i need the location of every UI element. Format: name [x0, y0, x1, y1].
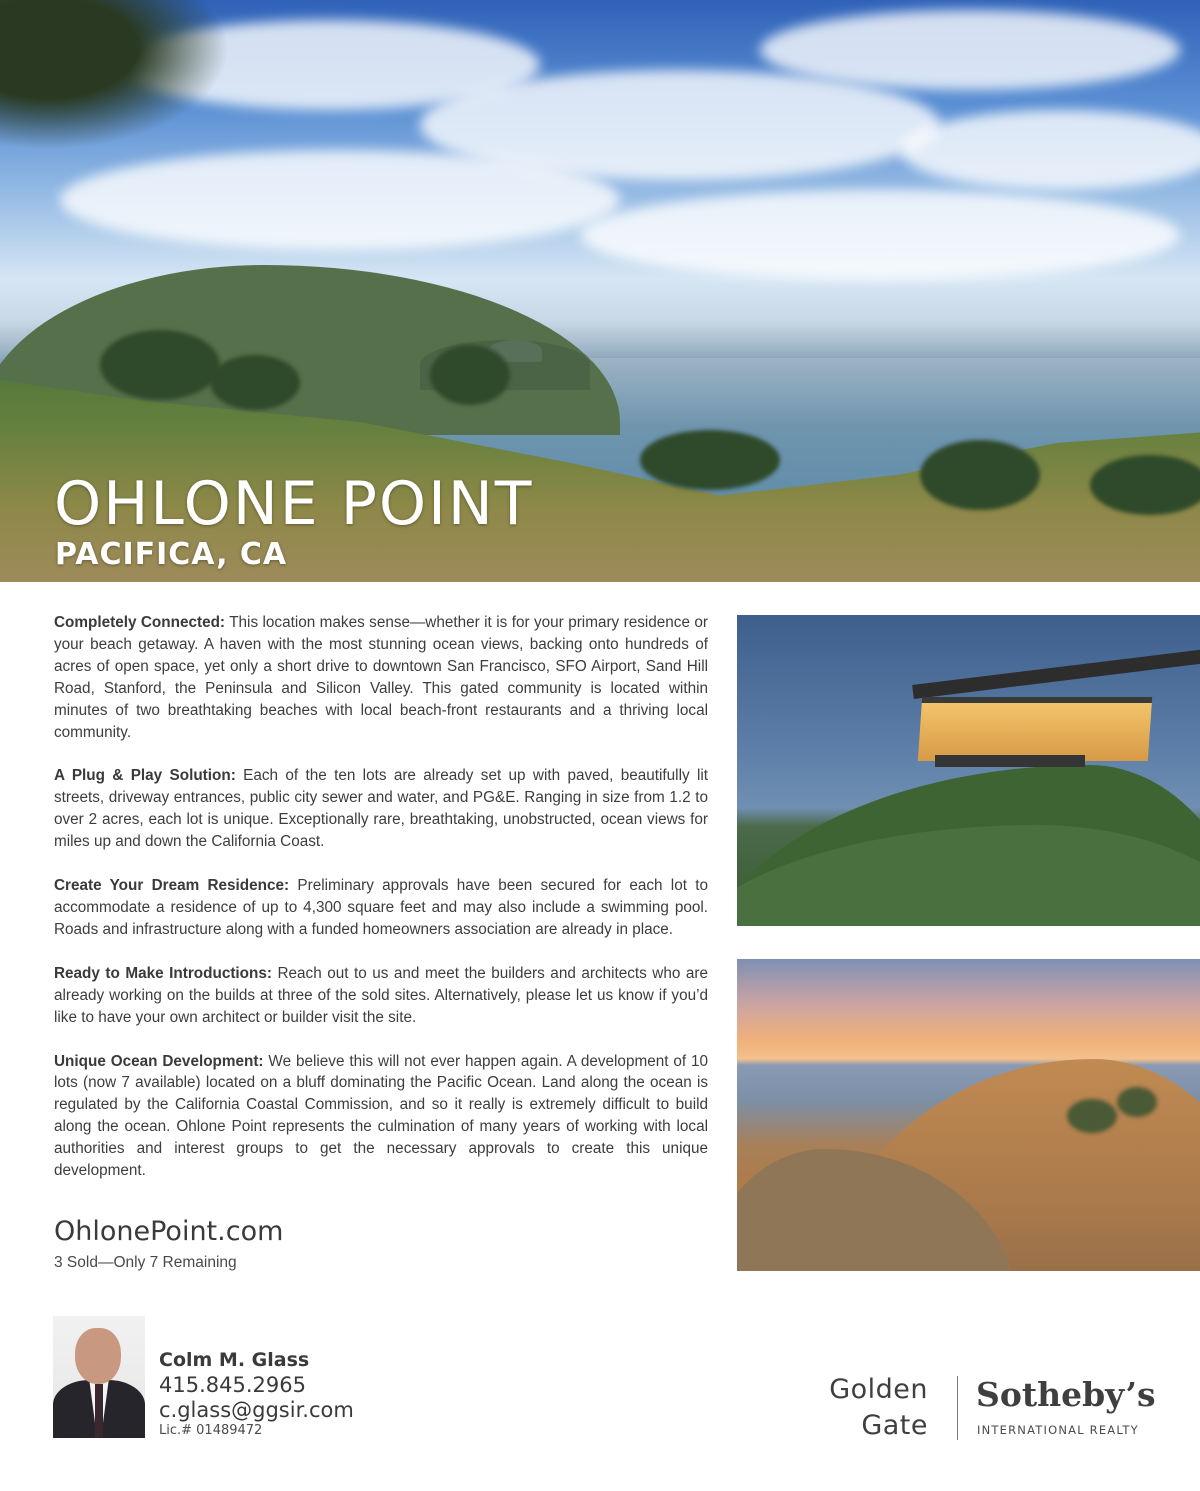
logo-divider [957, 1376, 958, 1440]
section-lead: Ready to Make Introductions: [54, 964, 272, 982]
availability-text: 3 Sold—Only 7 Remaining [54, 1254, 237, 1271]
house-photo [737, 615, 1200, 926]
section-lead: Unique Ocean Development: [54, 1052, 264, 1070]
website-link[interactable]: OhlonePoint.com [54, 1216, 284, 1247]
brand-logo [830, 1376, 1160, 1446]
logo-golden: Golden [829, 1374, 928, 1405]
agent-photo [53, 1316, 145, 1438]
section-text: We believe this will not ever happen again. A development of 10 lots (now 7 available) located on a bluff dominating the Pacific Ocean. Land along the ocean is regulated by the California Coastal Commission, and so it really is extremely difficult to build along the ocean. Ohlone Point represents the culmination of many years of working with local authorities and interest groups to get the necessary approvals to create this unique development. [54, 1052, 709, 1180]
section-text: Reach out to us and meet the builders and architects who are already working on the builds at three of the sold sites. Alternatively, please let us know if you’d like to have your own architect or builder visit the site. [54, 964, 708, 1026]
agent-email[interactable]: c.glass@ggsir.com [159, 1398, 354, 1422]
logo-gate: Gate [861, 1410, 928, 1441]
sunset-photo [737, 959, 1200, 1271]
page-subtitle: PACIFICA, CA [55, 537, 288, 572]
section-lead: A Plug & Play Solution: [54, 767, 236, 785]
section-lead: Create Your Dream Residence: [54, 877, 290, 895]
page-title: OHLONE POINT [54, 469, 534, 539]
section-plug-play [54, 765, 708, 853]
agent-license: Lic.# 01489472 [159, 1423, 263, 1438]
section-lead: Completely Connected: [54, 614, 226, 631]
agent-name: Colm M. Glass [159, 1349, 310, 1371]
logo-tagline: INTERNATIONAL REALTY [977, 1423, 1139, 1437]
description [54, 612, 708, 1204]
section-text: This location makes sense—whether it is for your primary residence or your beach getaway. A haven with the most stunning ocean views, backing onto hundreds of acres of open space, yet only a short drive to downtown San Francisco, SFO Airport, Sand Hill Road, Stanford, the Peninsula and Silicon Valley. This gated community is located within minutes of two breathtaking beaches with local beach-front restaurants and a thriving local community. [54, 614, 708, 741]
logo-sothebys: Sotheby’s [976, 1375, 1156, 1414]
section-text: Preliminary approvals have been secured for each lot to accommodate a residence of up to 4,300 square feet and may also include a swimming pool. Roads and infrastructure along with a funded homeowners association are already in place. [54, 877, 709, 938]
section-text: Each of the ten lots are already set up with paved, beautifully lit streets, driveway entrances, public city sewer and water, and PG&E. Ranging in size from 1.2 to over 2 acres, each lot is unique. Exceptionally rare, breathtaking, unobstructed, ocean views for miles up and down the California Coast. [54, 767, 709, 851]
hero-image [0, 0, 1200, 582]
section-dream-residence [54, 875, 708, 941]
section-unique-development [54, 1051, 708, 1182]
agent-phone[interactable]: 415.845.2965 [159, 1373, 306, 1397]
section-introductions [54, 963, 708, 1029]
section-connected [54, 612, 708, 743]
